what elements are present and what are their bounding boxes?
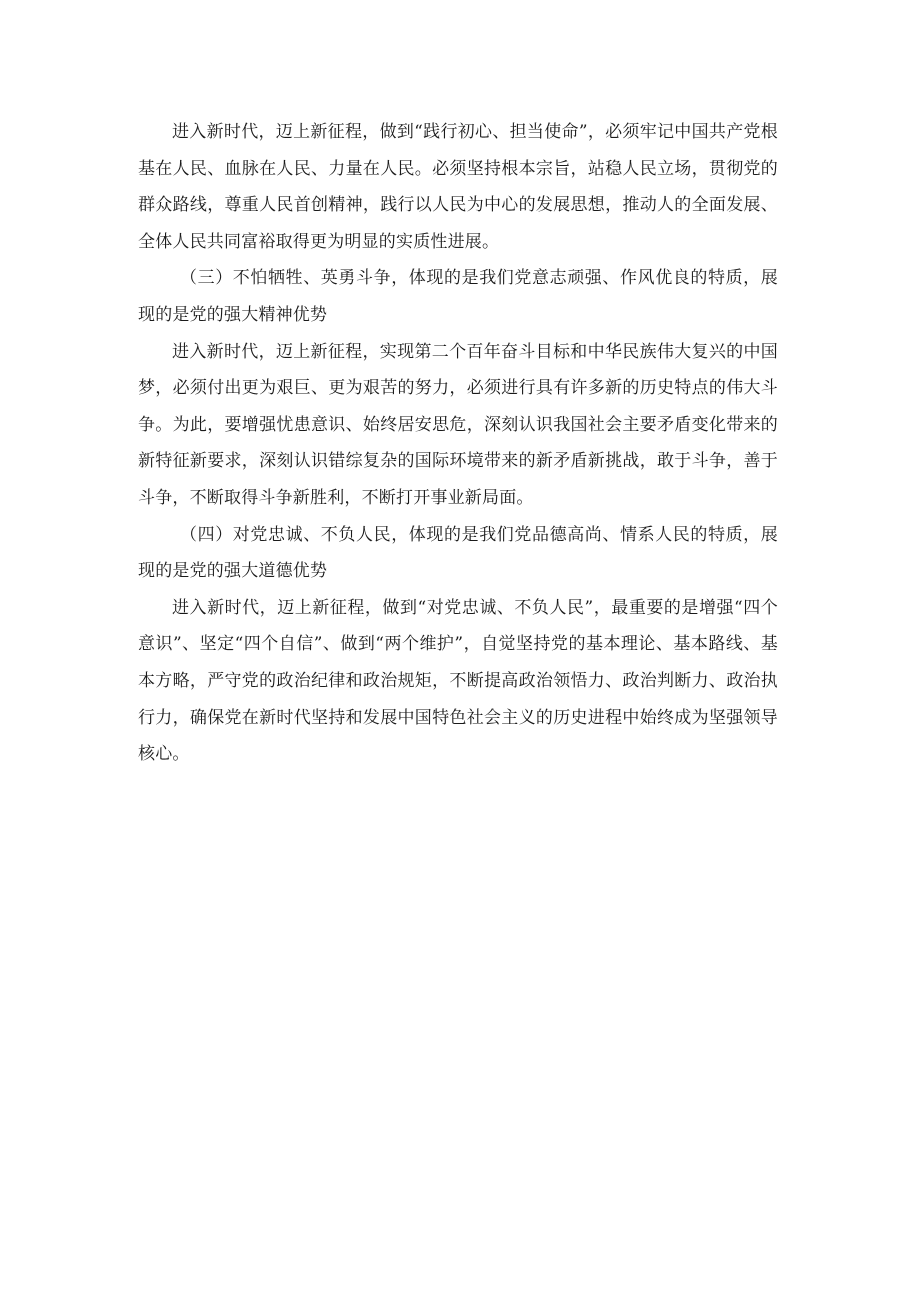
document-body xyxy=(138,114,778,773)
paragraph-loyalty: 进入新时代，迈上新征程，做到“对党忠诚、不负人民”，最重要的是增强“四个意识”、坚定“四个自信”、做到“两个维护”，自觉坚持党的基本理论、基本路线、基本方略，严守党的政治纪律和政治规矩，不断提高政治领悟力、政治判断力、政治执行力，确保党在新时代坚持和发展中国特色社会主义的历史进程中始终成为坚强领导核心。 xyxy=(138,597,778,765)
section-heading-four: （四）对党忠诚、不负人民，体现的是我们党品德高尚、情系人民的特质，展现的是党的强大道德优势 xyxy=(138,524,778,582)
paragraph-great-struggle: 进入新时代，迈上新征程，实现第二个百年奋斗目标和中华民族伟大复兴的中国梦，必须付出更为艰巨、更为艰苦的努力，必须进行具有许多新的历史特点的伟大斗争。为此，要增强忧患意识、始终居安思危，深刻认识我国社会主要矛盾变化带来的新特征新要求，深刻认识错综复杂的国际环境带来的新矛盾新挑战，敢于斗争，善于斗争，不断取得斗争新胜利，不断打开事业新局面。 xyxy=(138,341,778,508)
section-heading-three: （三）不怕牺牲、英勇斗争，体现的是我们党意志顽强、作风优良的特质，展现的是党的强大精神优势 xyxy=(138,268,778,325)
paragraph-people-centered: 进入新时代，迈上新征程，做到“践行初心、担当使命”，必须牢记中国共产党根基在人民、血脉在人民、力量在人民。必须坚持根本宗旨，站稳人民立场，贯彻党的群众路线，尊重人民首创精神，践行以人民为中心的发展思想，推动人的全面发展、全体人民共同富裕取得更为明显的实质性进展。 xyxy=(138,122,778,252)
